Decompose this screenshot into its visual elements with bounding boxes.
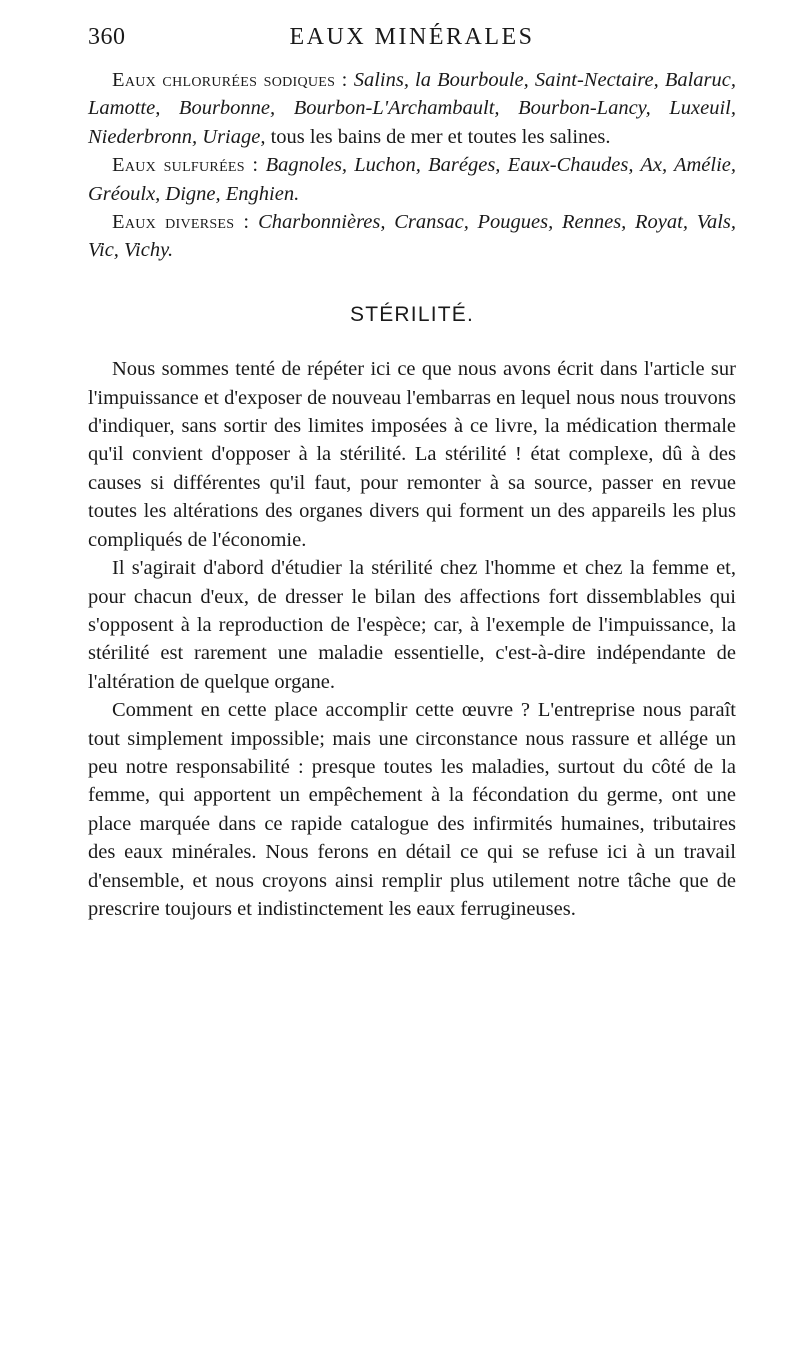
running-title: EAUX MINÉRALES	[289, 24, 535, 50]
text-block	[88, 66, 736, 923]
water-list-entry	[88, 151, 736, 208]
water-places: Bagnoles, Luchon, Baréges, Eaux-Chaudes, Ax, Amélie, Gréoulx, Digne, Enghien.	[88, 154, 737, 205]
water-list-entry	[88, 208, 736, 265]
body-paragraph: Comment en cette place accomplir cette œuvre ? L'entreprise nous paraît tout simplement impossible; mais une circonstance nous rassure et allége un peu notre responsabilité : presque toutes les maladies, surtout du côté de la femme, qui apportent un empêchement à la fécondation du germe, ont une place marquée dans ce rapide catalogue des infirmités humaines, tributaires des eaux minérales. Nous ferons en détail ce qui se refuse ici à un travail d'ensemble, et nous croyons ainsi remplir plus utilement notre tâche que de prescrire toujours et indistinctement les eaux ferrugineuses.	[88, 699, 736, 920]
running-head	[88, 24, 736, 64]
water-tail: tous les bains de mer et toutes les salines.	[270, 125, 611, 148]
body-paragraph: Il s'agirait d'abord d'étudier la stérilité chez l'homme et chez la femme et, pour chacun d'eux, de dresser le bilan des affections fort dissemblables qui s'opposent à la reproduction de l'espèce; car, à l'exemple de l'impuissance, la stérilité est rarement une maladie essentielle, c'est-à-dire indépendante de l'altération de quelque organe.	[88, 557, 736, 693]
body-paragraph: Nous sommes tenté de répéter ici ce que nous avons écrit dans l'article sur l'impuissance et d'exposer de nouveau l'embarras en lequel nous nous trouvons d'indiquer, sans sortir des limites imposées à ce livre, la médication thermale qu'il convient d'opposer à la stérilité. La stérilité ! état complexe, dû à des causes si différentes qu'il faut, pour remonter à sa source, passer en revue toutes les altérations des organes divers qui forment un des appareils les plus compliqués de l'économie.	[88, 358, 736, 551]
section-title: STÉRILITÉ.	[349, 302, 475, 326]
water-places: Charbonnières, Cransac, Pougues, Rennes, Royat, Vals, Vic, Vichy.	[88, 211, 736, 262]
water-category: Eaux sulfurées :	[112, 154, 259, 177]
water-list-entry	[88, 66, 736, 151]
page-number: 360	[88, 24, 126, 50]
water-category: Eaux chlorurées sodiques :	[112, 69, 348, 91]
water-places: Salins, la Bourboule, Saint-Nectaire, Balaruc, Lamotte, Bourbonne, Bourbon-L'Archambault, Bourbon-Lancy, Luxeuil, Niederbronn, Uriage,	[88, 69, 737, 148]
water-category: Eaux diverses :	[112, 211, 250, 234]
